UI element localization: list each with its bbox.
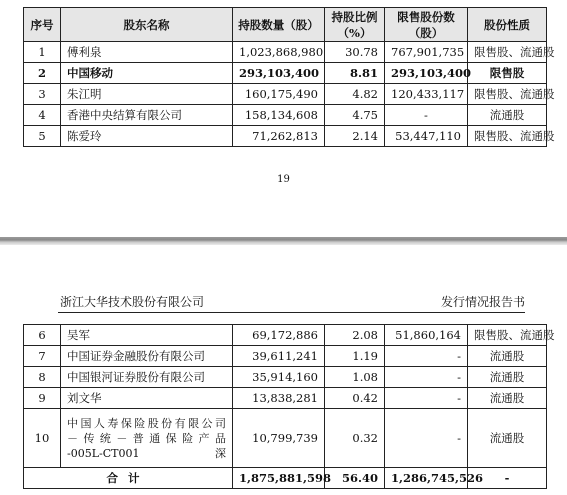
cell-shares: 10,799,739	[233, 409, 325, 468]
shareholders-table-bottom	[23, 324, 555, 489]
total-shares: 1,875,881,598	[233, 468, 325, 489]
cell-shares: 158,134,608	[233, 105, 325, 126]
table-row	[24, 63, 547, 84]
table-row	[24, 105, 547, 126]
header-ratio: 持股比例 （%）	[325, 8, 385, 42]
cell-name: 中国银河证券股份有限公司	[61, 367, 233, 388]
table-row	[24, 388, 547, 409]
cell-restricted: 51,860,164	[385, 325, 468, 346]
table-row	[24, 126, 547, 147]
cell-seq: 2	[24, 63, 61, 84]
cell-ratio: 30.78	[325, 42, 385, 63]
cell-shares: 35,914,160	[233, 367, 325, 388]
page-number: 19	[277, 174, 290, 185]
header-seq: 序号	[24, 8, 61, 42]
cell-ratio: 0.32	[325, 409, 385, 468]
cell-seq: 6	[24, 325, 61, 346]
cell-ratio: 8.81	[325, 63, 385, 84]
table-total-row	[24, 468, 547, 489]
cell-ratio: 0.42	[325, 388, 385, 409]
cell-name: 中国人寿保险股份有限公司 －传统－普通保险产品 -005L-CT001 深	[61, 409, 233, 468]
cell-seq: 3	[24, 84, 61, 105]
header-restricted: 限售股份数 （股）	[385, 8, 468, 42]
cell-seq: 1	[24, 42, 61, 63]
cell-nature: 流通股	[468, 346, 547, 367]
cell-nature: 流通股	[468, 367, 547, 388]
cell-restricted: -	[385, 367, 468, 388]
cell-restricted: -	[385, 346, 468, 367]
cell-name: 陈爱玲	[61, 126, 233, 147]
cell-name: 吴军	[61, 325, 233, 346]
cell-seq: 5	[24, 126, 61, 147]
cell-shares: 13,838,281	[233, 388, 325, 409]
table-row	[24, 367, 547, 388]
cell-ratio: 1.19	[325, 346, 385, 367]
cell-ratio: 1.08	[325, 367, 385, 388]
cell-seq: 9	[24, 388, 61, 409]
header-rule	[58, 312, 525, 313]
cell-name: 刘文华	[61, 388, 233, 409]
cell-shares: 293,103,400	[233, 63, 325, 84]
header-name: 股东名称	[61, 8, 233, 42]
cell-restricted: 120,433,117	[385, 84, 468, 105]
cell-seq: 10	[24, 409, 61, 468]
cell-name: 中国证券金融股份有限公司	[61, 346, 233, 367]
total-nature: -	[468, 468, 547, 489]
cell-seq: 8	[24, 367, 61, 388]
running-header-title: 发行情况报告书	[440, 295, 525, 309]
cell-restricted: -	[385, 409, 468, 468]
cell-shares: 1,023,868,980	[233, 42, 325, 63]
table-row	[24, 84, 547, 105]
cell-shares: 39,611,241	[233, 346, 325, 367]
cell-ratio: 4.82	[325, 84, 385, 105]
cell-name: 中国移动	[61, 63, 233, 84]
total-restricted: 1,286,745,526	[385, 468, 468, 489]
cell-restricted: -	[385, 105, 468, 126]
cell-nature: 限售股	[468, 63, 547, 84]
table-header-row	[24, 8, 547, 42]
cell-nature: 限售股、流通股	[468, 126, 547, 147]
header-shares: 持股数量（股）	[233, 8, 325, 42]
cell-shares: 69,172,886	[233, 325, 325, 346]
cell-ratio: 4.75	[325, 105, 385, 126]
cell-restricted: -	[385, 388, 468, 409]
cell-ratio: 2.08	[325, 325, 385, 346]
table-row	[24, 346, 547, 367]
cell-seq: 4	[24, 105, 61, 126]
cell-name: 朱江明	[61, 84, 233, 105]
cell-name: 傅利泉	[61, 42, 233, 63]
cell-ratio: 2.14	[325, 126, 385, 147]
table-row	[24, 325, 547, 346]
cell-seq: 7	[24, 346, 61, 367]
total-ratio: 56.40	[325, 468, 385, 489]
cell-restricted: 53,447,110	[385, 126, 468, 147]
cell-nature: 流通股	[468, 388, 547, 409]
cell-nature: 限售股、流通股	[468, 84, 547, 105]
cell-shares: 71,262,813	[233, 126, 325, 147]
table-row	[24, 42, 547, 63]
cell-nature: 限售股、流通股	[468, 325, 547, 346]
cell-restricted: 293,103,400	[385, 63, 468, 84]
cell-nature: 限售股、流通股	[468, 42, 547, 63]
table-row	[24, 409, 547, 468]
cell-name: 香港中央结算有限公司	[61, 105, 233, 126]
total-label: 合计	[24, 468, 233, 489]
cell-shares: 160,175,490	[233, 84, 325, 105]
cell-nature: 流通股	[468, 409, 547, 468]
header-nature: 股份性质	[468, 8, 547, 42]
running-header-company: 浙江大华技术股份有限公司	[60, 295, 205, 309]
cell-nature: 流通股	[468, 105, 547, 126]
shareholders-table-top	[23, 7, 555, 147]
page-break-divider	[0, 237, 567, 245]
cell-restricted: 767,901,735	[385, 42, 468, 63]
